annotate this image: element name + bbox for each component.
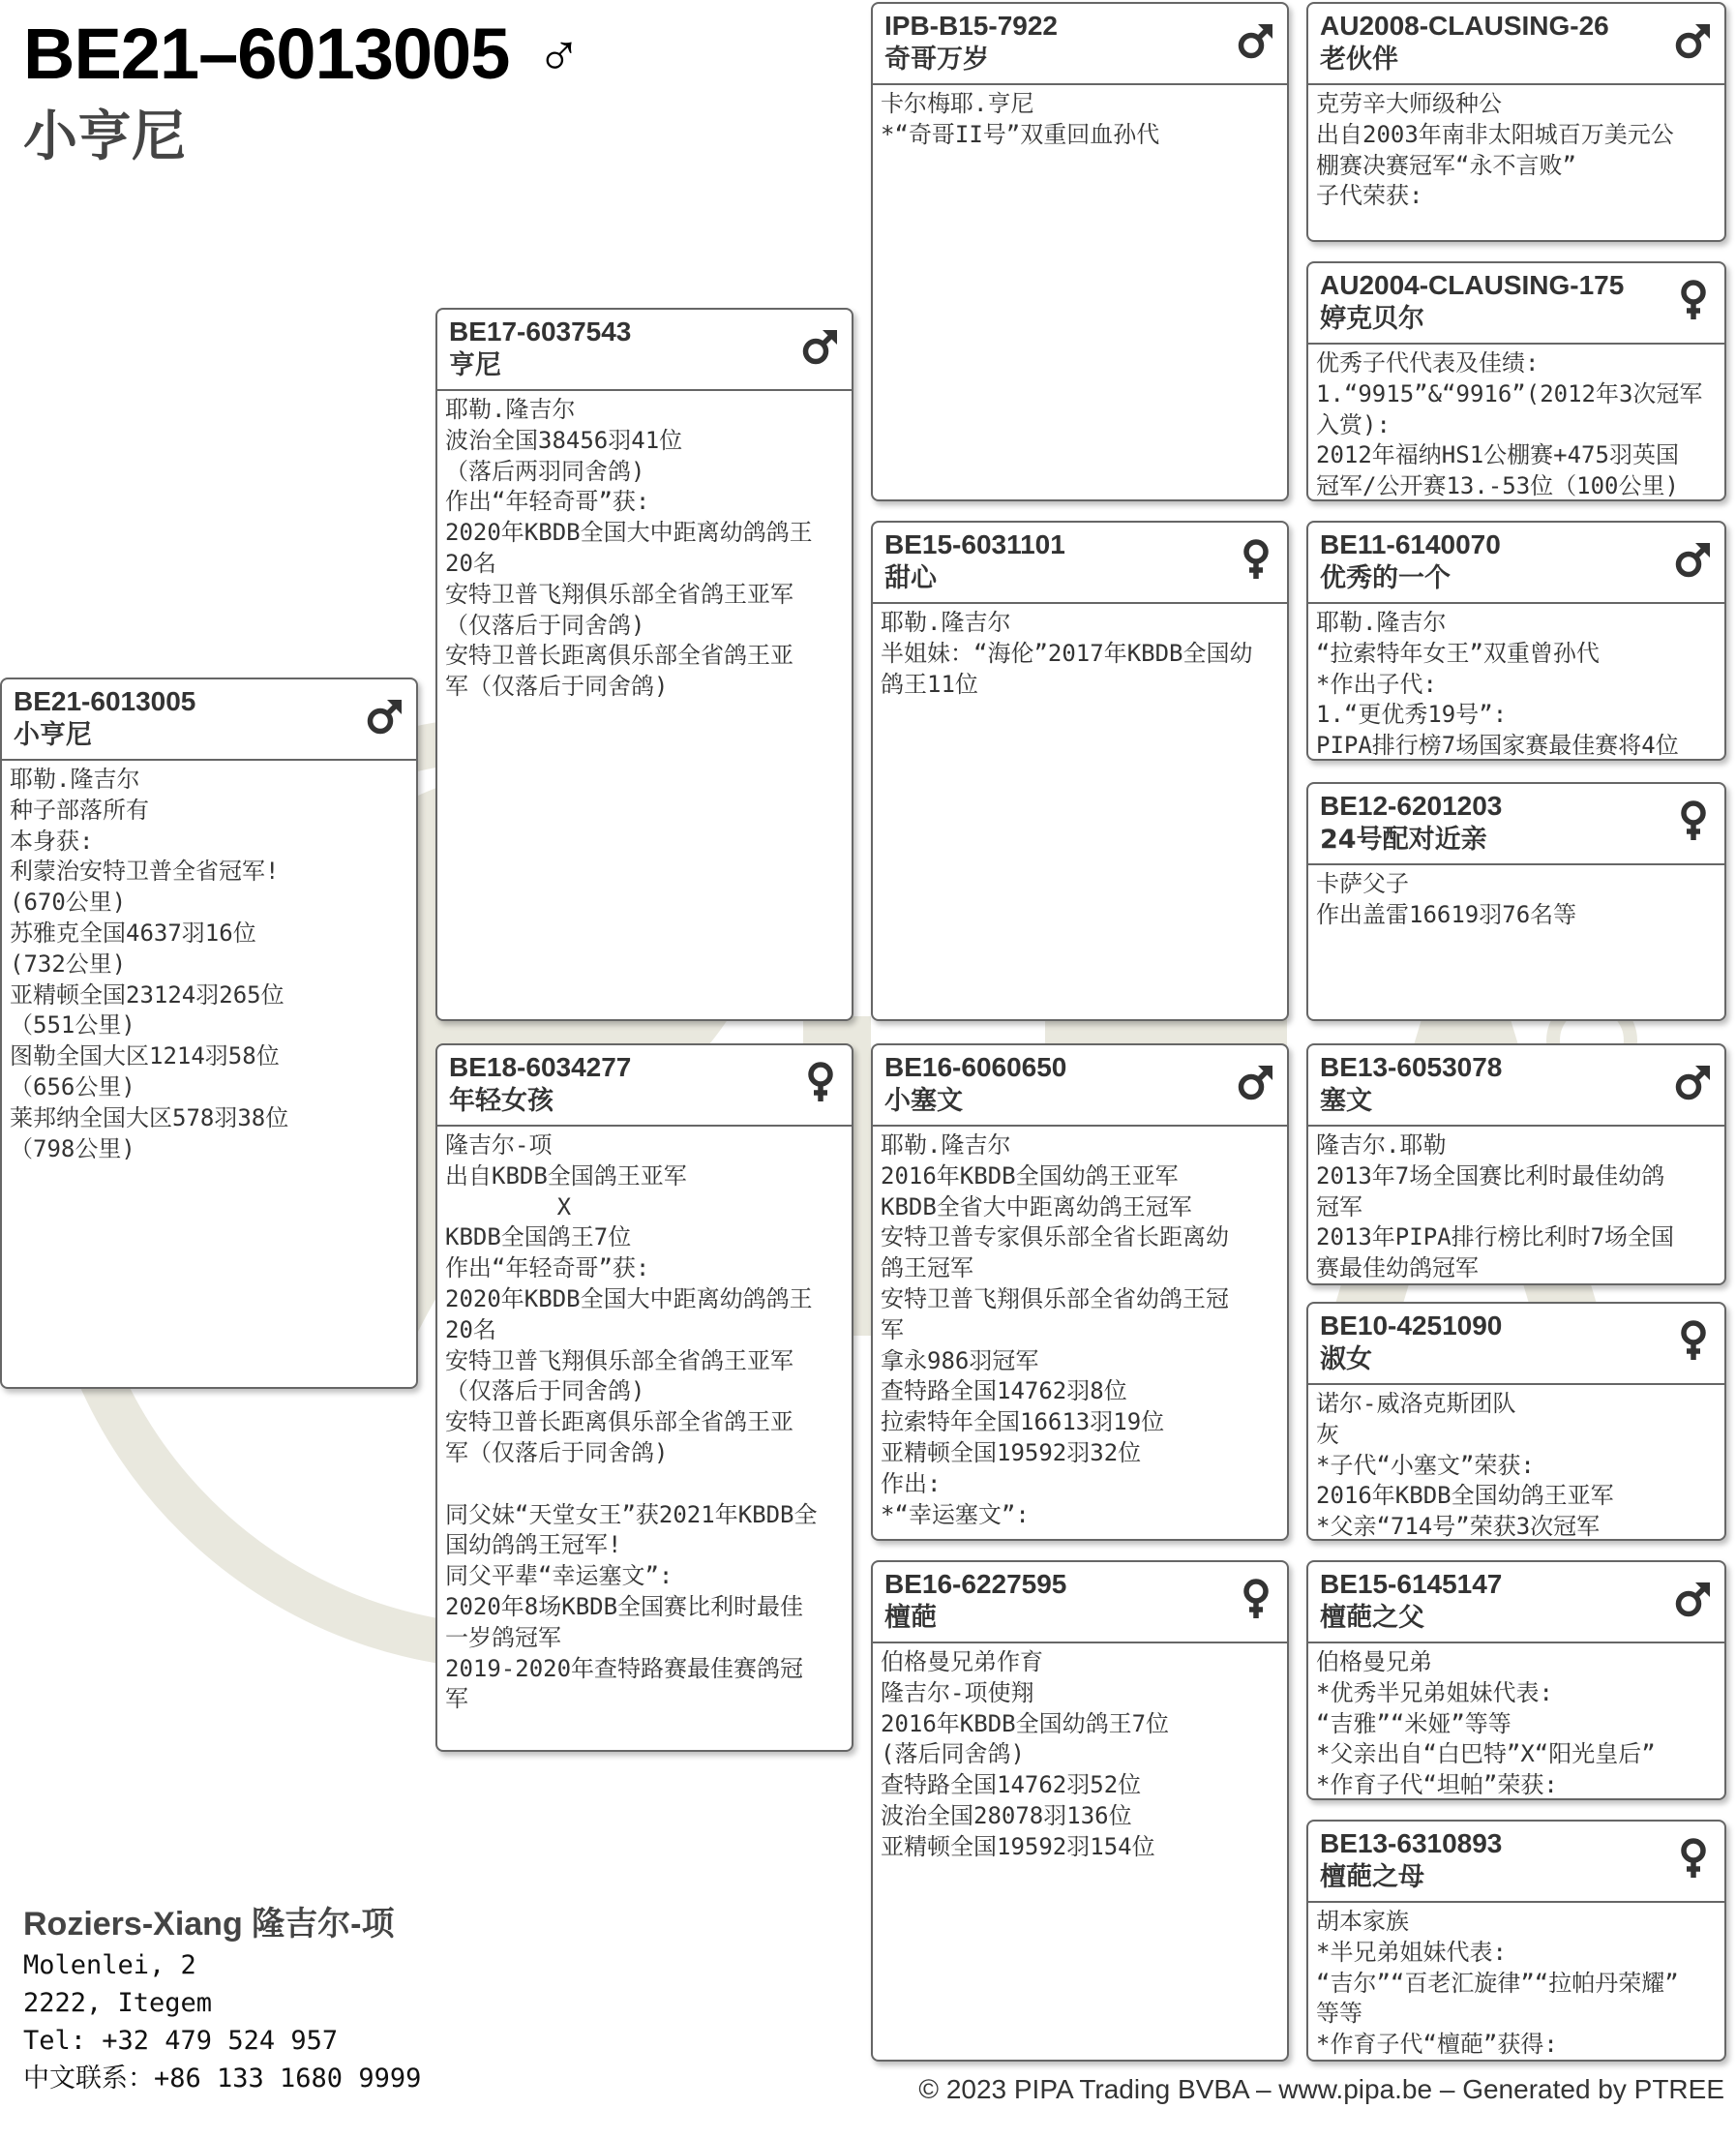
pedigree-box-sire-sire[interactable] [871, 2, 1289, 501]
female-icon [1674, 799, 1713, 842]
pedigree-box-gen4-1[interactable] [1306, 2, 1726, 242]
pigeon-header [1308, 4, 1724, 85]
female-icon [1237, 1578, 1275, 1620]
detail-line: 1.“9915”&“9916”(2012年3次冠军 [1316, 379, 1703, 407]
detail-line: 卡萨父子 [1316, 870, 1409, 897]
detail-line: (落后同舍鸽) [881, 1740, 1025, 1768]
breeder-phone: Tel: +32 479 524 957 [23, 2026, 339, 2056]
detail-line: 安特卫普专家俱乐部全省长距离幼 [881, 1223, 1229, 1251]
pigeon-header [1308, 263, 1724, 345]
detail-line: 耶勒.隆吉尔 [445, 396, 576, 423]
detail-line: 2012年福纳HS1公棚赛+475羽英国 [1316, 441, 1679, 469]
pigeon-name: 年轻女孩 [449, 1086, 554, 1116]
detail-line: 安特卫普长距离俱乐部全省鸽王亚 [445, 1408, 793, 1436]
pigeon-header [873, 523, 1287, 604]
detail-line: 赛最佳幼鸽冠军 [1316, 1254, 1479, 1282]
ring-number: BE11-6140070 [1320, 529, 1501, 559]
ring-number: BE15-6145147 [1320, 1569, 1503, 1599]
page-title-ring: BE21–6013005 [23, 14, 510, 94]
detail-line: 1.“更优秀19号”: [1316, 701, 1508, 729]
ring-number: BE18-6034277 [449, 1052, 632, 1082]
pedigree-box-dam-dam[interactable] [871, 1560, 1289, 2062]
pedigree-box-dam-sire[interactable] [871, 1043, 1289, 1541]
detail-line: 作出盖雷16619羽76名等 [1316, 900, 1577, 928]
detail-line: 2020年8场KBDB全国赛比利时最佳 [445, 1592, 804, 1620]
ring-number: IPB-B15-7922 [884, 11, 1058, 41]
pedigree-box-gen4-7[interactable] [1306, 1560, 1726, 1800]
detail-line: KBDB全国鸽王7位 [445, 1223, 632, 1251]
female-icon [801, 1061, 840, 1103]
detail-line: 耶勒.隆吉尔 [881, 609, 1011, 636]
detail-line: 入赏): [1316, 410, 1391, 438]
detail-line: 2013年7场全国赛比利时最佳幼鸽 [1316, 1161, 1665, 1190]
detail-line: 耶勒.隆吉尔 [10, 766, 140, 793]
pigeon-header [1308, 784, 1724, 865]
pigeon-header [873, 4, 1287, 85]
pigeon-header [873, 1045, 1287, 1127]
detail-line: （仅落后于同舍鸽) [445, 1377, 645, 1405]
detail-line: 2016年KBDB全国幼鸽王7位 [881, 1709, 1170, 1737]
detail-line: *“奇哥II号”双重回血孙代 [881, 120, 1160, 148]
detail-line: 安特卫普飞翔俱乐部全省鸽王亚军 [445, 580, 793, 608]
detail-line: 隆吉尔-项 [445, 1131, 553, 1159]
pigeon-name: 檀葩 [884, 1603, 937, 1633]
pigeon-name: 小塞文 [884, 1086, 963, 1116]
detail-line: 军（仅落后于同舍鸽) [445, 1438, 669, 1466]
detail-line: 胡本家族 [1316, 1908, 1409, 1935]
ring-number: BE12-6201203 [1320, 791, 1503, 821]
ring-number: BE21-6013005 [14, 686, 196, 716]
detail-line: （551公里) [10, 1011, 135, 1039]
pigeon-details [437, 391, 852, 707]
detail-line: 作出: [881, 1469, 942, 1497]
ring-number: BE13-6053078 [1320, 1052, 1503, 1082]
pigeon-details [873, 1643, 1287, 1867]
detail-line: 作出“年轻奇哥”获: [445, 1254, 650, 1282]
detail-line: 一岁鸽冠军 [445, 1623, 561, 1651]
pigeon-details [1308, 604, 1724, 761]
detail-line: 军（仅落后于同舍鸽) [445, 673, 669, 701]
detail-line: 出自KBDB全国鸽王亚军 [445, 1161, 687, 1190]
detail-line: 冠军/公开赛13.-53位（100公里) [1316, 472, 1679, 500]
detail-line: 莱邦纳全国大区578羽38位 [10, 1103, 289, 1131]
pigeon-name: 亨尼 [449, 350, 501, 380]
detail-line: 冠军 [1316, 1192, 1362, 1220]
pedigree-box-gen4-3[interactable] [1306, 521, 1726, 761]
detail-line: 亚精顿全国19592羽32位 [881, 1438, 1142, 1466]
pedigree-box-dam[interactable] [435, 1043, 853, 1752]
detail-line: 同父妹“天堂女王”获2021年KBDB全 [445, 1500, 818, 1528]
detail-line: *“幸运塞文”: [881, 1500, 1030, 1528]
pigeon-name: 甜心 [884, 563, 937, 593]
male-icon [366, 695, 404, 738]
pigeon-name: 塞文 [1320, 1086, 1372, 1116]
detail-line: 棚赛决赛冠军“永不言败” [1316, 151, 1576, 179]
detail-line: 耶勒.隆吉尔 [881, 1131, 1011, 1159]
detail-line: 安特卫普飞翔俱乐部全省鸽王亚军 [445, 1346, 793, 1374]
pigeon-details [1308, 1643, 1724, 1800]
page-header [23, 12, 581, 176]
detail-line: *半兄弟姐妹代表: [1316, 1938, 1507, 1966]
detail-line: PIPA排行榜7场国家赛最佳赛将4位 [1316, 732, 1679, 760]
pigeon-header [1308, 1304, 1724, 1385]
pigeon-details [1308, 865, 1724, 935]
pigeon-details [437, 1127, 852, 1719]
detail-line: 查特路全国14762羽52位 [881, 1771, 1142, 1799]
pigeon-details [2, 761, 416, 1168]
detail-line: *作出子代: [1316, 670, 1437, 698]
pigeon-header [437, 310, 852, 391]
detail-line: （656公里) [10, 1072, 135, 1100]
detail-line: 半姐妹：“海伦”2017年KBDB全国幼 [881, 639, 1253, 667]
detail-line: 安特卫普飞翔俱乐部全省幼鸽王冠 [881, 1284, 1229, 1312]
ring-number: AU2004-CLAUSING-175 [1320, 270, 1625, 300]
detail-line: 出自2003年南非太阳城百万美元公 [1316, 120, 1674, 148]
pigeon-details [1308, 1903, 1724, 2062]
pedigree-box-gen4-6[interactable] [1306, 1302, 1726, 1541]
ring-number: BE16-6227595 [884, 1569, 1067, 1599]
detail-line: 20名 [445, 1315, 496, 1343]
male-icon [1674, 19, 1713, 62]
detail-line: X [445, 1192, 572, 1220]
page-subtitle-name: 小亨尼 [23, 105, 186, 168]
breeder-name: Roziers-Xiang 隆吉尔-项 [23, 1906, 395, 1943]
detail-line: 2013年PIPA排行榜比利时7场全国 [1316, 1223, 1675, 1251]
detail-line: 2019-2020年查特路赛最佳赛鸽冠 [445, 1654, 804, 1682]
detail-line: 苏雅克全国4637羽16位 [10, 919, 256, 947]
detail-line: 灰 [1316, 1420, 1339, 1448]
detail-line: *子代“小塞文”荣获: [1316, 1451, 1535, 1479]
pedigree-box-gen4-5[interactable] [1306, 1043, 1726, 1285]
male-icon [1674, 1061, 1713, 1103]
pigeon-header [1308, 523, 1724, 604]
detail-line: *作育子代“檀葩”获得: [1316, 2031, 1558, 2059]
pedigree-box-gen4-2[interactable] [1306, 261, 1726, 501]
detail-line: KBDB全省大中距离幼鸽王冠军 [881, 1192, 1192, 1220]
pigeon-details [873, 604, 1287, 704]
pigeon-details [1308, 345, 1724, 501]
pigeon-header [1308, 1822, 1724, 1903]
pedigree-box-gen4-8[interactable] [1306, 1820, 1726, 2062]
detail-line: 安特卫普长距离俱乐部全省鸽王亚 [445, 642, 793, 670]
detail-line: 子代荣获: [1316, 182, 1423, 210]
pigeon-details [1308, 85, 1724, 216]
detail-line: *父亲“714号”荣获3次冠军 [1316, 1513, 1601, 1541]
page-title [23, 12, 581, 97]
breeder-cn-contact: 中文联系：+86 133 1680 9999 [23, 2064, 422, 2094]
detail-line: 亚精顿全国19592羽154位 [881, 1832, 1155, 1860]
detail-line [445, 1469, 844, 1500]
detail-line: 查特路全国14762羽8位 [881, 1377, 1127, 1405]
ring-number: AU2008-CLAUSING-26 [1320, 11, 1609, 41]
breeder-info [23, 1902, 421, 2097]
detail-line: 2020年KBDB全国大中距离幼鸽鸽王 [445, 1284, 813, 1312]
ring-number: BE10-4251090 [1320, 1311, 1503, 1341]
detail-line: 伯格曼兄弟 [1316, 1648, 1432, 1675]
detail-line: “吉雅”“米娅”等等 [1316, 1709, 1512, 1737]
pigeon-name: 老伙伴 [1320, 45, 1398, 75]
pedigree-box-subject[interactable] [0, 678, 418, 1389]
detail-line: (732公里) [10, 949, 127, 978]
detail-line: 鸽王冠军 [881, 1254, 973, 1282]
pedigree-box-gen4-4[interactable] [1306, 782, 1726, 1021]
detail-line: 本身获: [10, 827, 94, 855]
ring-number: BE16-6060650 [884, 1052, 1067, 1082]
detail-line: 国幼鸽鸽王冠军! [445, 1531, 622, 1559]
pigeon-details [873, 1127, 1287, 1534]
pigeon-details [1308, 1385, 1724, 1541]
female-icon [1237, 538, 1275, 581]
detail-line: 拿永986羽冠军 [881, 1346, 1039, 1374]
pedigree-box-sire-dam[interactable] [871, 521, 1289, 1021]
detail-line: “吉尔”“百老汇旋律”“拉帕丹荣耀” [1316, 1969, 1679, 1997]
pigeon-name: 檀葩之父 [1320, 1603, 1424, 1633]
detail-line: 隆吉尔.耶勒 [1316, 1131, 1447, 1159]
pigeon-name: 优秀的一个 [1320, 563, 1451, 593]
detail-line: 同父平辈“幸运塞文”: [445, 1562, 673, 1590]
detail-line: 图勒全国大区1214羽58位 [10, 1042, 280, 1070]
pigeon-header [437, 1045, 852, 1127]
detail-line: “拉索特年女王”双重曾孙代 [1316, 639, 1600, 667]
pigeon-name: 婷克贝尔 [1320, 304, 1424, 334]
detail-line: 卡尔梅耶.亨尼 [881, 90, 1034, 117]
detail-line: 等等 [1316, 2000, 1362, 2028]
male-icon [1674, 538, 1713, 581]
detail-line: （仅落后于同舍鸽) [445, 611, 645, 639]
male-icon [1237, 1061, 1275, 1103]
pigeon-name: 小亨尼 [14, 720, 92, 750]
male-icon [801, 325, 840, 368]
pigeon-header [1308, 1045, 1724, 1127]
ring-number: BE17-6037543 [449, 316, 632, 346]
breeder-address-line1: Molenlei, 2 [23, 1950, 196, 1980]
detail-line: 诺尔-威洛克斯团队 [1316, 1390, 1516, 1417]
detail-line: （落后两羽同舍鸽) [445, 457, 645, 485]
detail-line: 拉索特年全国16613羽19位 [881, 1408, 1165, 1436]
pigeon-name: 淑女 [1320, 1344, 1372, 1374]
detail-line: 作出“年轻奇哥”获: [445, 488, 650, 516]
detail-line: 2016年KBDB全国幼鸽王亚军 [1316, 1482, 1614, 1510]
detail-line: 鸽王11位 [881, 670, 978, 698]
detail-line: 2016年KBDB全国幼鸽王亚军 [881, 1161, 1179, 1190]
ring-number: BE13-6310893 [1320, 1828, 1503, 1858]
detail-line: 2020年KBDB全国大中距离幼鸽鸽王 [445, 519, 813, 547]
detail-line: *父亲出自“白巴特”X“阳光皇后” [1316, 1740, 1656, 1768]
detail-line: 波治全国28078羽136位 [881, 1801, 1132, 1829]
detail-line: 优秀子代代表及佳绩: [1316, 349, 1540, 377]
pigeon-name: 24号配对近亲 [1320, 825, 1487, 855]
detail-line: 20名 [445, 549, 496, 577]
female-icon [1674, 1837, 1713, 1880]
detail-line: 军 [445, 1685, 468, 1713]
pigeon-details [873, 85, 1287, 155]
detail-line: 种子部落所有 [10, 796, 149, 824]
female-icon [1674, 279, 1713, 321]
detail-line: 克劳辛大师级种公 [1316, 90, 1502, 117]
male-icon [1237, 19, 1275, 62]
pedigree-box-sire[interactable] [435, 308, 853, 1021]
detail-line: (670公里) [10, 889, 127, 917]
pigeon-header [2, 679, 416, 761]
detail-line: 伯格曼兄弟作育 [881, 1648, 1043, 1675]
male-icon [1674, 1578, 1713, 1620]
detail-line: 亚精顿全国23124羽265位 [10, 980, 284, 1009]
detail-line: 军 [881, 1315, 904, 1343]
pigeon-details [1308, 1127, 1724, 1285]
detail-line: *优秀半兄弟姐妹代表: [1316, 1678, 1553, 1706]
detail-line: 利蒙治安特卫普全省冠军! [10, 858, 280, 886]
detail-line: 耶勒.隆吉尔 [1316, 609, 1447, 636]
detail-line: 隆吉尔-项使翔 [881, 1678, 1034, 1706]
pigeon-header [1308, 1562, 1724, 1643]
pigeon-name: 奇哥万岁 [884, 45, 989, 75]
female-icon [1674, 1319, 1713, 1362]
pigeon-header [873, 1562, 1287, 1643]
ring-number: BE15-6031101 [884, 529, 1065, 559]
breeder-address-line2: 2222, Itegem [23, 1988, 213, 2018]
detail-line: 波治全国38456羽41位 [445, 426, 683, 454]
detail-line: *作育子代“坦帕”荣获: [1316, 1771, 1558, 1799]
detail-line: （798公里) [10, 1134, 135, 1162]
pigeon-name: 檀葩之母 [1320, 1862, 1424, 1892]
footer-copyright: © 2023 PIPA Trading BVBA – www.pipa.be – Generated by PTREE [918, 2074, 1724, 2104]
male-icon: ♂ [536, 20, 581, 87]
